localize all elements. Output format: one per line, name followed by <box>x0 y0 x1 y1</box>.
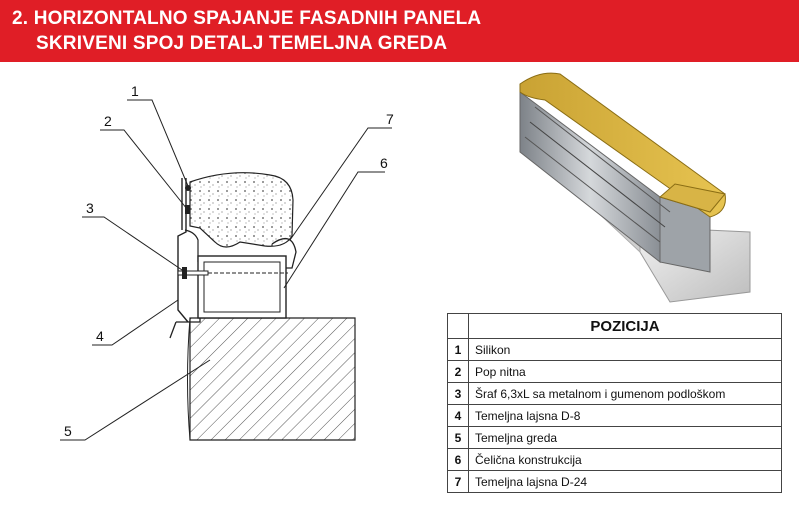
row-number: 5 <box>448 427 469 449</box>
row-label: Šraf 6,3xL sa metalnom i gumenom podloškom <box>469 383 782 405</box>
positions-table <box>447 313 782 493</box>
steel-box <box>198 256 286 318</box>
table-header-row <box>448 314 782 339</box>
table-row <box>448 383 782 405</box>
rivet <box>185 205 190 214</box>
section-drawing <box>0 62 440 525</box>
row-number: 2 <box>448 361 469 383</box>
title-banner <box>0 0 799 62</box>
table-title: POZICIJA <box>469 314 782 339</box>
row-number: 1 <box>448 339 469 361</box>
row-number: 4 <box>448 405 469 427</box>
callout-3: 3 <box>86 200 94 216</box>
panel-core <box>190 173 293 247</box>
row-label: Čelična konstrukcija <box>469 449 782 471</box>
table-row <box>448 471 782 493</box>
table-corner <box>448 314 469 339</box>
row-number: 3 <box>448 383 469 405</box>
callout-4: 4 <box>96 328 104 344</box>
render-3d <box>500 62 799 308</box>
callout-5: 5 <box>64 423 72 439</box>
title-line-2: SKRIVENI SPOJ DETALJ TEMELJNA GREDA <box>36 33 448 54</box>
table-row <box>448 361 782 383</box>
callout-2: 2 <box>104 113 112 129</box>
table-row <box>448 427 782 449</box>
table-row <box>448 449 782 471</box>
row-label: Temeljna lajsna D-24 <box>469 471 782 493</box>
foundation-beam <box>190 318 355 440</box>
row-number: 7 <box>448 471 469 493</box>
row-label: Temeljna greda <box>469 427 782 449</box>
table-row <box>448 405 782 427</box>
callout-1: 1 <box>131 83 139 99</box>
table-row <box>448 339 782 361</box>
row-label: Silikon <box>469 339 782 361</box>
row-label: Pop nitna <box>469 361 782 383</box>
callout-7: 7 <box>386 111 394 127</box>
callout-6: 6 <box>380 155 388 171</box>
row-label: Temeljna lajsna D-8 <box>469 405 782 427</box>
title-line-1: 2. HORIZONTALNO SPAJANJE FASADNIH PANELA <box>12 8 482 29</box>
row-number: 6 <box>448 449 469 471</box>
